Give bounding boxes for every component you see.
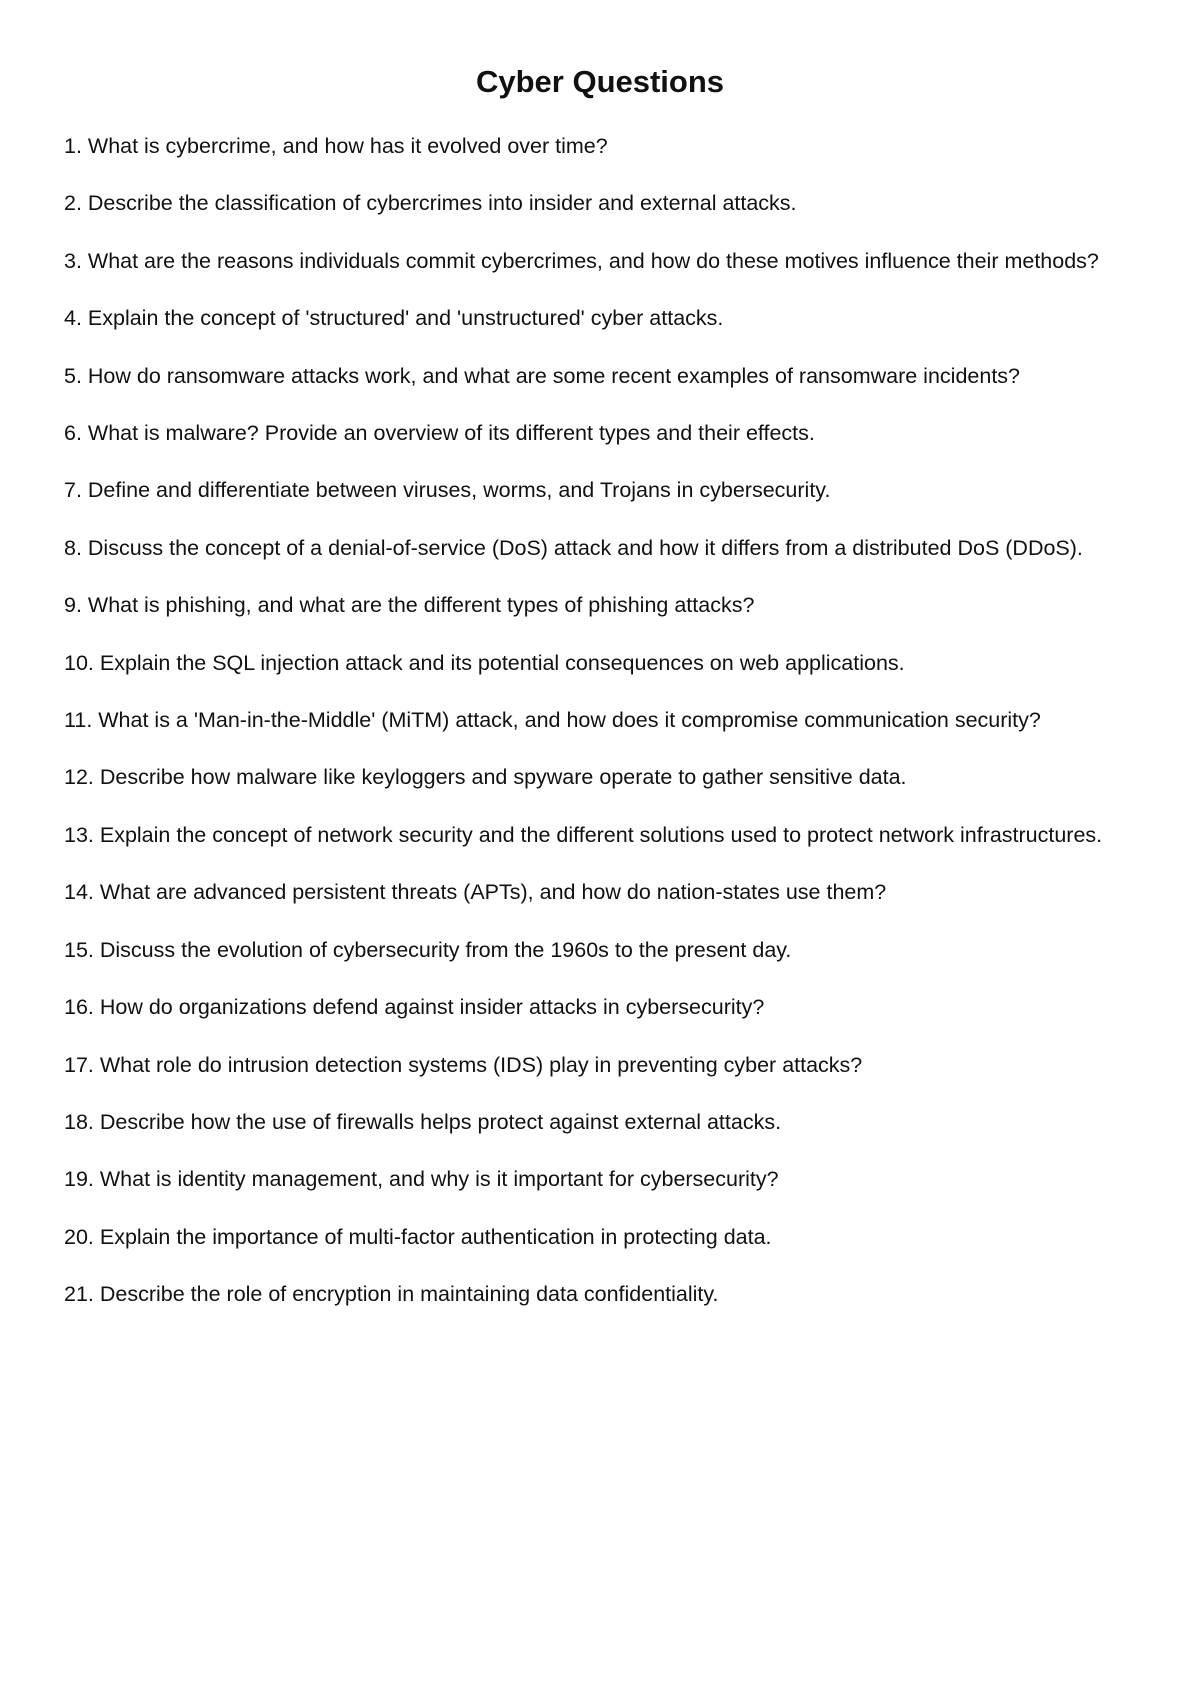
question-item: 5. How do ransomware attacks work, and what are some recent examples of ransomware incidents? bbox=[64, 363, 1020, 388]
question-item: 19. What is identity management, and why is it important for cybersecurity? bbox=[64, 1167, 779, 1192]
question-item: 7. Define and differentiate between viruses, worms, and Trojans in cybersecurity. bbox=[64, 478, 831, 503]
question-item: 3. What are the reasons individuals commit cybercrimes, and how do these motives influence their methods? bbox=[64, 248, 1099, 273]
question-item: 6. What is malware? Provide an overview of its different types and their effects. bbox=[64, 421, 815, 446]
question-item: 21. Describe the role of encryption in maintaining data confidentiality. bbox=[64, 1282, 719, 1307]
question-list bbox=[64, 118, 1144, 1324]
question-item: 12. Describe how malware like keyloggers and spyware operate to gather sensitive data. bbox=[64, 765, 907, 790]
question-item: 20. Explain the importance of multi-factor authentication in protecting data. bbox=[64, 1224, 772, 1249]
question-item: 1. What is cybercrime, and how has it evolved over time? bbox=[64, 134, 608, 158]
question-item: 4. Explain the concept of 'structured' and 'unstructured' cyber attacks. bbox=[64, 306, 724, 331]
question-item: 2. Describe the classification of cybercrimes into insider and external attacks. bbox=[64, 191, 797, 216]
question-item: 16. How do organizations defend against insider attacks in cybersecurity? bbox=[64, 995, 765, 1020]
question-item: 11. What is a 'Man-in-the-Middle' (MiTM) attack, and how does it compromise communication security? bbox=[64, 708, 1041, 733]
question-item: 17. What role do intrusion detection systems (IDS) play in preventing cyber attacks? bbox=[64, 1052, 863, 1077]
question-item: 14. What are advanced persistent threats (APTs), and how do nation-states use them? bbox=[64, 880, 887, 905]
question-item: 10. Explain the SQL injection attack and its potential consequences on web applications. bbox=[64, 650, 905, 675]
page-title: Cyber Questions bbox=[475, 64, 725, 99]
question-item: 15. Discuss the evolution of cybersecurity from the 1960s to the present day. bbox=[64, 937, 792, 962]
question-item: 9. What is phishing, and what are the different types of phishing attacks? bbox=[64, 593, 755, 618]
question-item: 8. Discuss the concept of a denial-of-service (DoS) attack and how it differs from a distributed DoS (DDoS). bbox=[64, 535, 1083, 560]
question-item: 18. Describe how the use of firewalls helps protect against external attacks. bbox=[64, 1109, 782, 1134]
question-item: 13. Explain the concept of network security and the different solutions used to protect network infrastructures. bbox=[64, 822, 1103, 847]
